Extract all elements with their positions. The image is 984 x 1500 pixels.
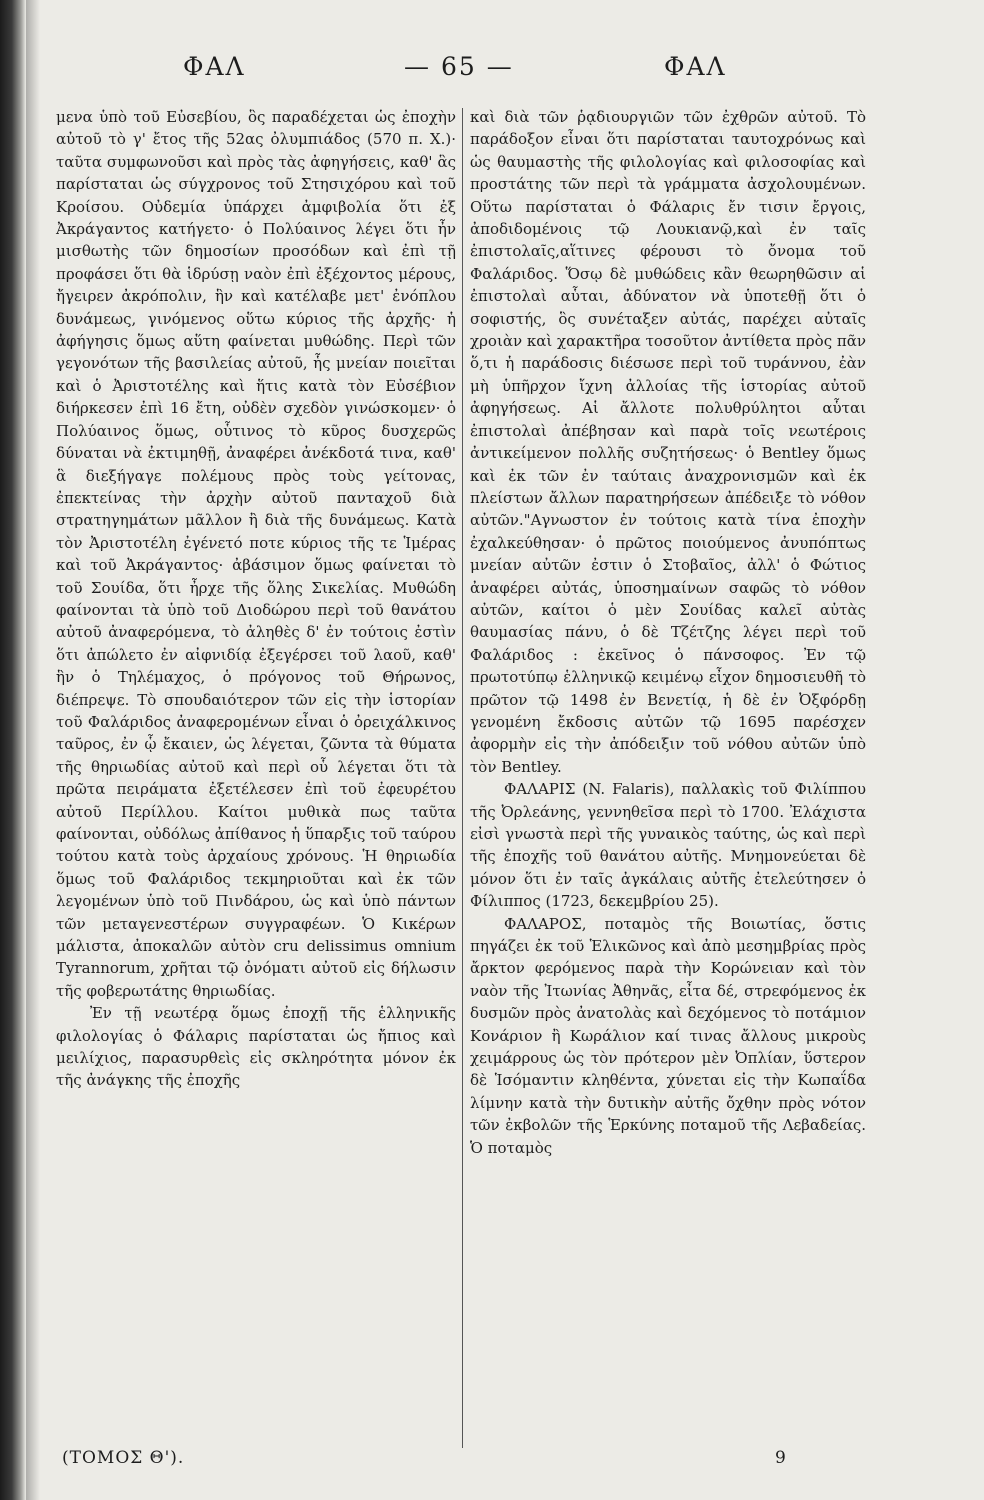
volume-footer: (ΤΟΜΟΣ Θ').: [62, 1448, 185, 1468]
right-paragraph-1: καὶ διὰ τῶν ῥᾳδιουργιῶν τῶν ἐχθρῶν αὐτοῦ. Τὸ παράδοξον εἶναι ὅτι παρίσταται ταυτοχρόνως καὶ ὡς θαυμαστὴς τῆς φιλολογίας καὶ φιλοσοφίας καὶ προστάτης τῶν περὶ τὰ γράμματα ἀσχολουμένων. Οὕτω παρίσταται ὁ Φάλαρις ἔν τισιν ἔργοις, ἀποδιδομένοις τῷ Λουκιανῷ,καὶ ἐν ταῖς ἐπιστολαῖς,αἵτινες φέρουσι τὸ ὄνομα τοῦ Φαλάριδος. Ὅσῳ δὲ μυθώδεις κἂν θεωρηθῶσιν αἱ ἐπιστολαὶ αὗται, ἀδύνατον νὰ ὑποτεθῇ ὅτι ὁ σοφιστής, ὃς συνέταξεν αὐτάς, παρέχει αὐταῖς χροιὰν καὶ χαρακτῆρα τοσοῦτον ἀντίθετα πρὸς πᾶν ὅ,τι ἡ παράδοσις διέσωσε περὶ τοῦ τυράννου, ἐὰν μὴ ὑπῆρχον ἴχνη ἀλλοίας τῆς ἱστορίας αὐτοῦ ἀφηγήσεως. Αἱ ἄλλοτε πολυθρύλητοι αὗται ἐπιστολαὶ ἀπέβησαν καὶ παρὰ τοῖς νεωτέροις ἀντικείμενον πολλῆς συζητήσεως· ὁ Bentley ὅμως καὶ ἐκ τῶν ἐν ταύταις ἀναχρονισμῶν καὶ ἐκ πλείστων ἄλλων παρατηρήσεων ἀπέδειξε τὸ νόθον αὐτῶν."Αγνωστον ἐν τούτοις κατὰ τίνα ἐποχὴν ἐχαλκεύθησαν· ὁ πρῶτος ποιούμενος ἀνυπόπτως μνείαν αὐτῶν ἐστιν ὁ Στοβαῖος, ἀλλ' ὁ Φώτιος ἀναφέρει αὐτάς, ὑποσημαίνων σαφῶς τὸ νόθον αὐτῶν, καίτοι ὁ μὲν Σουίδας καλεῖ αὐτὰς θαυμασίας πάνυ, ὁ δὲ Τζέτζης λέγει περὶ τοῦ Φαλάριδος : ἐκεῖνος ὁ πάνσοφος. Ἐν τῷ πρωτοτύπῳ ἑλληνικῷ κειμένῳ εἶχον δημοσιευθῆ τὸ πρῶτον τῷ 1498 ἐν Βενετίᾳ, ἡ δὲ ἐν Ὀξφόρδῃ γενομένη ἔκδοσις αὐτῶν τῷ 1695 παρέσχεν ἀφορμὴν εἰς τὴν ἀπόδειξιν τοῦ νόθου αὐτῶν ὑπὸ τὸν Bentley.: [470, 108, 866, 776]
right-column: [470, 106, 866, 1159]
signature-mark: 9: [775, 1448, 786, 1468]
entry-falaros: ΦΑΛΑΡΟΣ, ποταμὸς τῆς Βοιωτίας, ὅστις πηγάζει ἐκ τοῦ Ἑλικῶνος καὶ ἀπὸ μεσημβρίας πρὸς ἄρκτον φερόμενος παρὰ τὴν Κορώνειαν καὶ τὸν ναὸν τῆς Ἰτωνίας Ἀθηνᾶς, εἶτα δέ, στρεφόμενος ἐκ δυσμῶν πρὸς ἀνατολὰς καὶ δεχόμενος τὸ ποτάμιον Κονάριον ἢ Κωράλιον καί τινας ἄλλους μικροὺς χειμάρρους ὡς τὸν πρότερον μὲν Ὀπλίαν, ὕστερον δὲ Ἱσόμαντιν κληθέντα, χύνεται εἰς τὴν Κωπαΐδα λίμνην κατὰ τὴν δυτικὴν αὐτῆς ὄχθην πρὸς νότον τῶν ἐκβολῶν τῆς Ἑρκύνης ποταμοῦ τῆς Λεβαδείας. Ὁ ποταμὸς: [470, 914, 866, 1157]
left-column: [56, 106, 456, 1092]
column-divider: [462, 108, 463, 1448]
page-number: — 65 —: [404, 52, 514, 81]
book-spine-shadow: [0, 0, 26, 1500]
header-left-term: ΦΑΛ: [183, 52, 246, 81]
left-paragraph-2: Ἐν τῇ νεωτέρᾳ ὅμως ἐποχῇ τῆς ἑλληνικῆς φιλολογίας ὁ Φάλαρις παρίσταται ὡς ἤπιος καὶ μειλίχιος, παρασυρθεὶς εἰς σκληρότητα μόνον ἐκ τῆς ἀνάγκης τῆς ἐποχῆς: [56, 1004, 456, 1090]
entry-falaris: ΦΑΛΑΡΙΣ (N. Falaris), παλλακὶς τοῦ Φιλίππου τῆς Ὀρλεάνης, γεννηθεῖσα περὶ τὸ 1700. Ἐλάχιστα εἰσὶ γνωστὰ περὶ τῆς γυναικὸς ταύτης, ὡς καὶ περὶ τῆς ἐποχῆς τοῦ θανάτου αὐτῆς. Μνημονεύεται δὲ μόνον ὅτι ἐν ταῖς ἀγκάλαις αὐτῆς ἐτελεύτησεν ὁ Φίλιππος (1723, δεκεμβρίου 25).: [470, 780, 866, 911]
gutter-shadow: [26, 0, 40, 1500]
running-header: [0, 52, 984, 92]
left-paragraph-1: μενα ὑπὸ τοῦ Εὐσεβίου, ὃς παραδέχεται ὡς ἐποχὴν αὐτοῦ τὸ γ' ἔτος τῆς 52ας ὀλυμπιάδος (570 π. Χ.)· ταῦτα συμφωνοῦσι καὶ πρὸς τὰς ἀφηγήσεις, καθ' ἃς παρίσταται ὡς σύγχρονος τοῦ Στησιχόρου καὶ τοῦ Κροίσου. Οὐδεμία ὑπάρχει ἀμφιβολία ὅτι ἐξ Ἀκράγαντος κατήγετο· ὁ Πολύαινος λέγει ὅτι ἦν μισθωτὴς τῶν δημοσίων προσόδων καὶ ἐπὶ τῇ προφάσει ὅτι θὰ ἱδρύσῃ ναὸν ἐπὶ ἐξέχοντος μέρους, ἤγειρεν ἀκρόπολιν, ἣν καὶ κατέλαβε μετ' ἐνόπλου δυνάμεως, γινόμενος οὕτω κύριος τῆς ἀρχῆς· ἡ ἀφήγησις ὅμως αὕτη φαίνεται μυθώδης. Περὶ τῶν γεγονότων τῆς βασιλείας αὐτοῦ, ἧς μνείαν ποιεῖται καὶ ὁ Ἀριστοτέλης καὶ ἥτις κατὰ τὸν Εὐσέβιον διήρκεσεν ἐπὶ 16 ἔτη, οὐδὲν σχεδὸν γινώσκομεν· ὁ Πολύαινος ὅμως, οὗτινος τὸ κῦρος δυσχερῶς δύναται νὰ ἐκτιμηθῇ, ἀναφέρει ἀνέκδοτά τινα, καθ' ἃ διεξήγαγε πολέμους πρὸς τοὺς γείτονας, ἐπεκτείνας τὴν ἀρχὴν αὐτοῦ πανταχοῦ διὰ στρατηγημάτων μᾶλλον ἢ διὰ τῆς δυνάμεως. Κατὰ τὸν Ἀριστοτέλη ἐγένετό ποτε κύριος τῆς τε Ἱμέρας καὶ τοῦ Ἀκράγαντος· ἀβάσιμον ὅμως φαίνεται τὸ τοῦ Σουίδα, ὅτι ἦρχε τῆς ὅλης Σικελίας. Μυθώδη φαίνονται τὰ ὑπὸ τοῦ Διοδώρου περὶ τοῦ θανάτου αὐτοῦ ἀναφερόμενα, τὸ ἀληθὲς δ' ἐν τούτοις ἐστὶν ὅτι ἀπώλετο ἐν αἰφνιδίᾳ ἐξεγέρσει τοῦ λαοῦ, καθ' ἣν ὁ Τηλέμαχος, ὁ πρόγονος τοῦ Θήρωνος, διέπρεψε. Τὸ σπουδαιότερον τῶν εἰς τὴν ἱστορίαν τοῦ Φαλάριδος ἀναφερομένων εἶναι ὁ ὀρειχάλκινος ταῦρος, ἐν ᾧ ἔκαιεν, ὡς λέγεται, ζῶντα τὰ θύματα τῆς θηριωδίας αὐτοῦ καὶ περὶ οὗ λέγεται ὅτι τὰ πρῶτα πειράματα ἐξετέλεσεν ἐπὶ τοῦ ἐφευρέτου αὐτοῦ Περίλλου. Καίτοι μυθικὰ πως ταῦτα φαίνονται, οὐδόλως ἀπίθανος ἡ ὕπαρξις τοῦ ταύρου τούτου κατὰ τοὺς ἀρχαίους χρόνους. Ἡ θηριωδία ὅμως τοῦ Φαλάριδος τεκμηριοῦται καὶ ἐκ τῶν λεγομένων ὑπὸ τοῦ Πινδάρου, ὡς καὶ ὑπὸ πάντων τῶν μεταγενεστέρων συγγραφέων. Ὁ Κικέρων μάλιστα, ἀποκαλῶν αὐτὸν cru delissimus omnium Tyrannorum, χρῆται τῷ ὀνόματι αὐτοῦ εἰς δήλωσιν τῆς φοβερωτάτης θηριωδίας.: [56, 108, 456, 1000]
header-right-term: ΦΑΛ: [664, 52, 727, 81]
